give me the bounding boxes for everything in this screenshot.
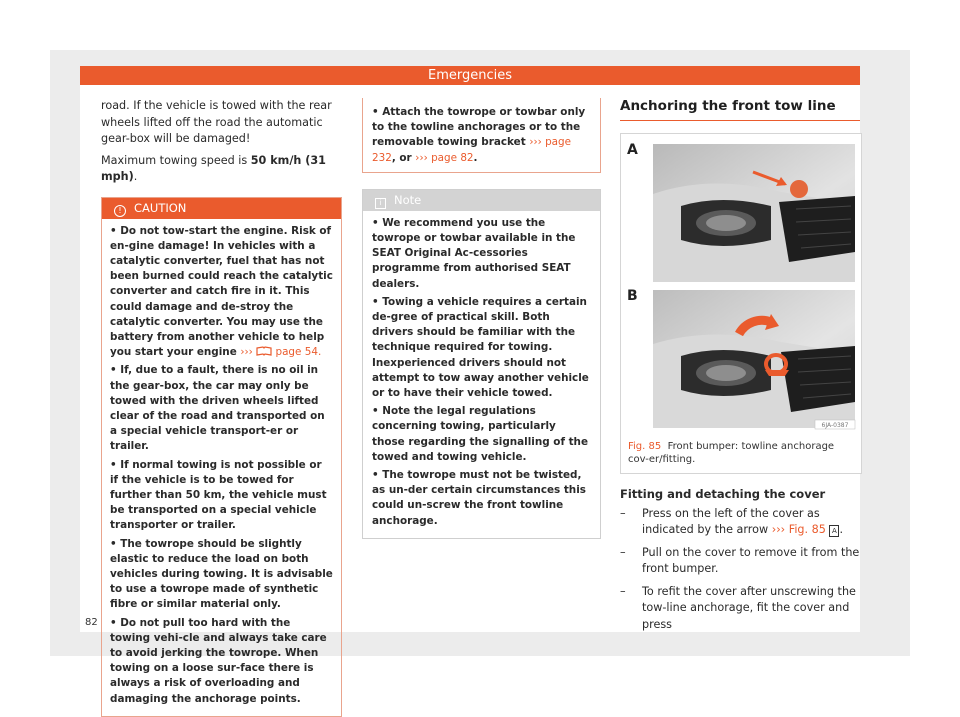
step-item: – Pull on the cover to remove it from the front bumper. [620, 545, 860, 575]
step-item: – Press on the left of the cover as indicated by the arrow ››› Fig. 85 A . [620, 506, 843, 536]
section-title: Anchoring the front tow line [620, 98, 860, 121]
column-right [620, 98, 860, 639]
figure-caption: Fig. 85 Front bumper: towline anchorage cov-er/fitting. [628, 441, 835, 465]
max-speed-value: 50 km/h (31 mph) [101, 153, 326, 183]
note-box [362, 189, 601, 539]
caution-item: • If normal towing is not possible or if the vehicle is to be towed for further than 50 km, the vehicle must be transported on a special vehicle transporter or trailer. [110, 458, 327, 532]
subsection-title: Fitting and detaching the cover [620, 487, 826, 501]
figure-label-b: B [627, 288, 638, 304]
note-item: • The towrope must not be twisted, as un-der certain circumstances this could un-screw the front towline anchorage. [372, 469, 586, 527]
page-number: 82 [85, 617, 98, 628]
note-header: i Note [363, 190, 600, 211]
caution-item: • If, due to a fault, there is no oil in the gear-box, the car may only be towed with the driven wheels lifted clear of the road and transported on a special vehicle transport-er or trailer. [110, 364, 325, 453]
paragraph: road. If the vehicle is towed with the rear wheels lifted off the road the automatic gear-box will be damaged! [101, 99, 332, 145]
paragraph-max-speed: Maximum towing speed is 50 km/h (31 mph). [101, 153, 326, 183]
column-middle [362, 98, 601, 539]
figure-code: 6JA-0387 [821, 422, 849, 429]
figure-ref-box: A [829, 525, 839, 537]
bumper-illustration [621, 134, 859, 434]
note-item: • Towing a vehicle requires a certain de-gree of practical skill. Both drivers should be familiar with the technique required for towing. Inexperienced drivers should not attempt to tow away another vehicle or to have their vehicle towed. [372, 295, 589, 400]
figure-85 [620, 133, 862, 474]
chapter-header: Emergencies [80, 66, 860, 85]
figure-link[interactable]: ››› Fig. 85 [771, 523, 826, 536]
caution-item: • The towrope should be slightly elastic to reduce the load on both vehicles during towing. It is advisable to use a towrope made of synthetic fibre or similar material only. [110, 537, 333, 611]
caution-item: • Do not tow-start the engine. Risk of en-gine damage! In vehicles with a catalytic converter, fuel that has not been burned could reach the catalytic converter and catch fire in it. This could damage and de-stroy the catalytic converter. You may use the battery from another vehicle to help you start your engine ››› page 54. [110, 224, 333, 359]
info-icon: i [375, 198, 386, 209]
figure-number: Fig. 85 [628, 441, 662, 452]
figure-label-a: A [627, 142, 638, 158]
page-link-232[interactable]: ››› page 232 [372, 136, 572, 164]
book-icon [256, 346, 272, 356]
step-item: – To refit the cover after unscrewing the tow-line anchorage, fit the cover and press [620, 584, 856, 631]
caution-body [102, 219, 341, 716]
note-body [363, 211, 600, 538]
note-item: • Note the legal regulations concerning towing, particularly those regarding the signalling of the towed and towing vehicle. [372, 405, 588, 463]
note-item: • We recommend you use the towrope or towbar available in the SEAT Original Ac-cessories programme from authorised SEAT dealers. [372, 216, 576, 290]
warning-circle-icon: ! [114, 205, 126, 217]
caution-header: ! CAUTION [102, 198, 341, 219]
page-link[interactable]: ››› page 54. [240, 346, 322, 359]
caution-item: • Do not pull too hard with the towing vehi-cle and always take care to avoid jerking the towrope. When towing on a loose sur-face there is always a risk of overloading and damaging the anchorage points. [110, 616, 327, 705]
caution-box [101, 197, 342, 717]
column-left [101, 98, 342, 717]
page-link-82[interactable]: ››› page 82 [415, 151, 474, 164]
caution-continuation: • Attach the towrope or towbar only to the towline anchorages or to the removable towing bracket ››› page 232, or ››› page 82. [362, 98, 601, 173]
